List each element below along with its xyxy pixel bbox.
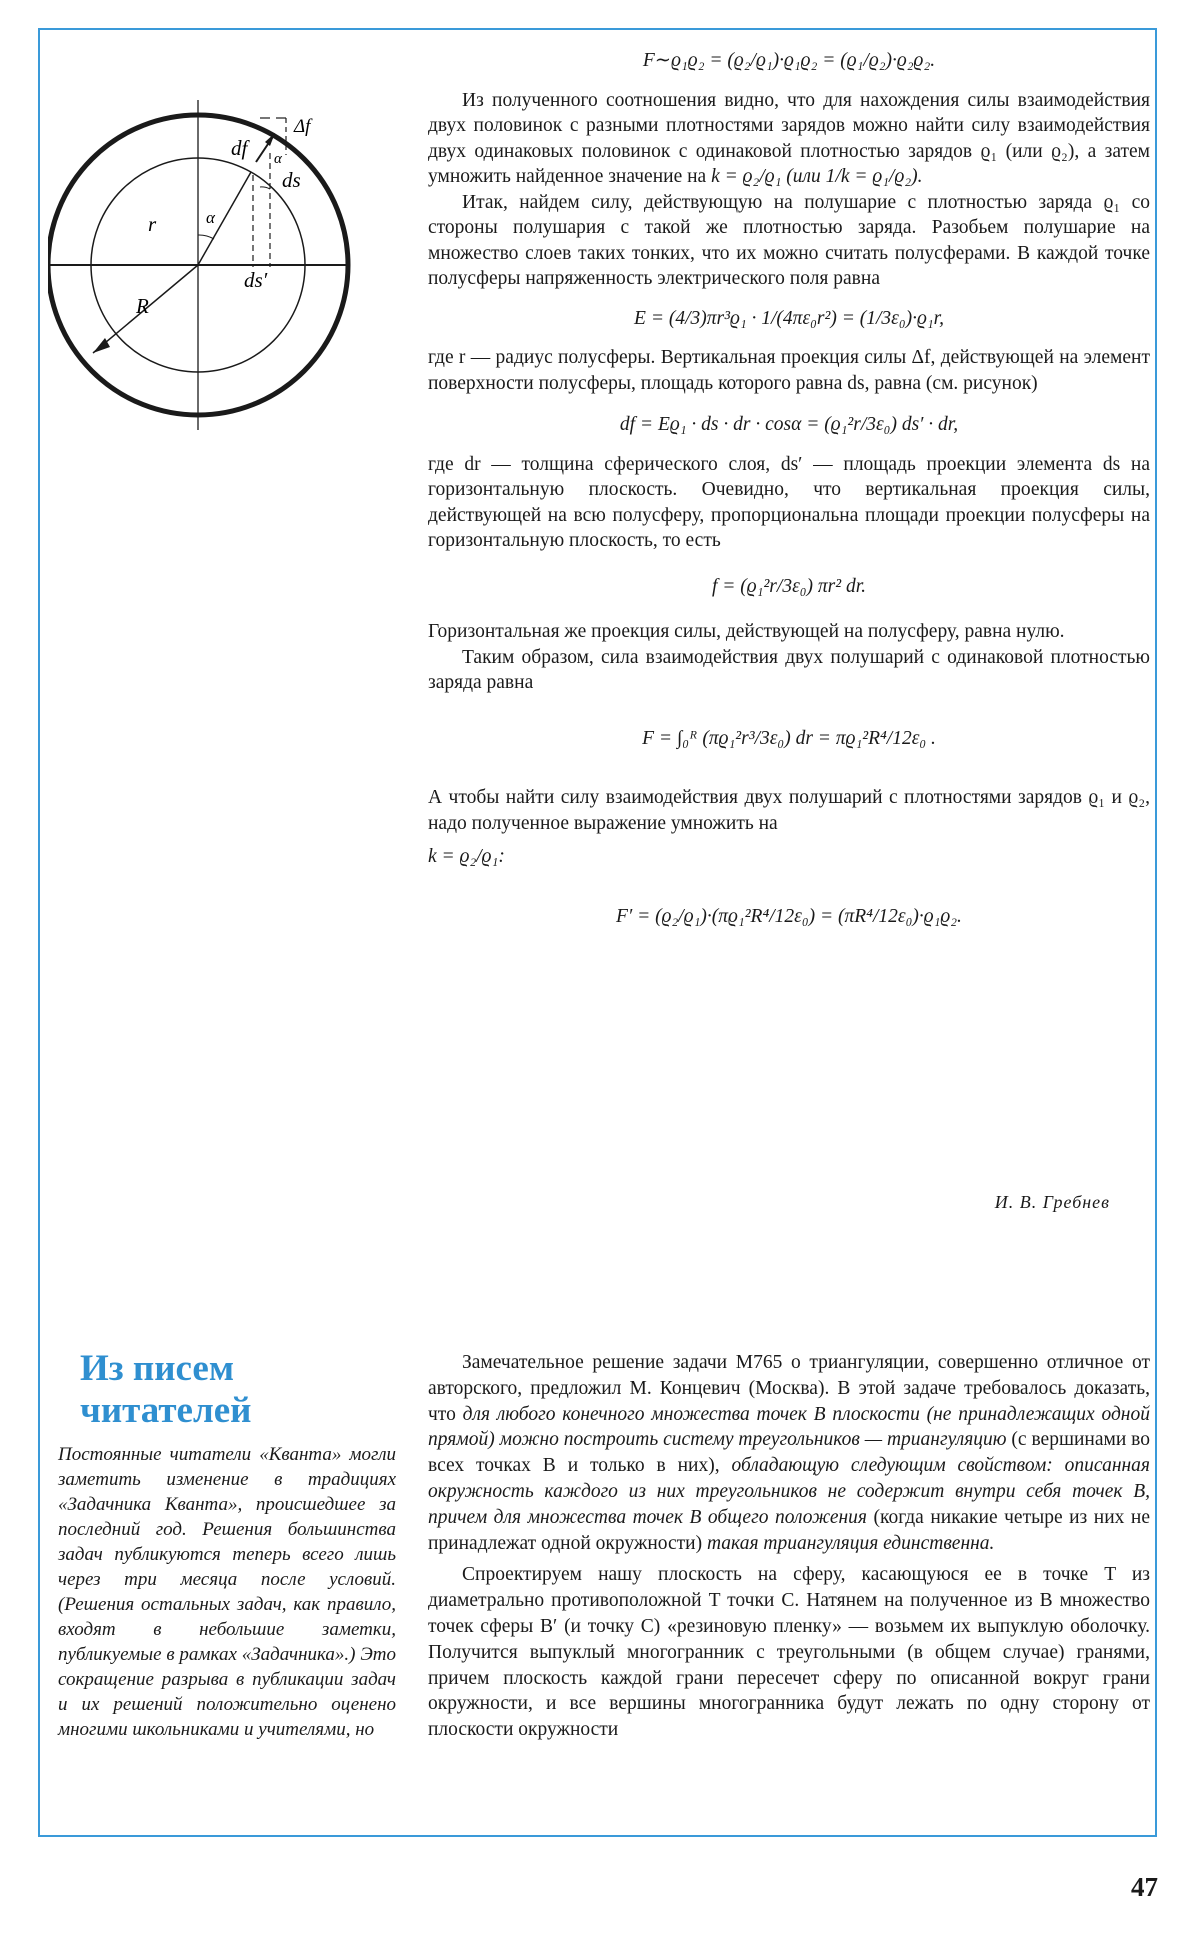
sidebar-title: Из писем читателей	[80, 1348, 252, 1431]
letter-text-b: для любого конечного множества точек B плоскости (не принадлежащих одной прямой) можно построить систему треугольников — триангуляцию	[428, 1403, 1150, 1451]
paragraph-6: Таким образом, сила взаимодействия двух полушарий с одинаковой плотностью заряда равна	[428, 646, 1150, 693]
sidebar-text: Постоянные читатели «Кванта» могли заметить изменение в традициях «Задачника Кванта», происшедшее за последний год. Решения большинства задач публикуются теперь всего лишь через три месяца после условий. (Решения остальных задач, как правило, входят в небольшие заметки, публикуемые в рамках «Задачника».) Это сокращение разрыва в публикации задач и их решений положительно оценено многими школьниками и учителями, но	[58, 1444, 396, 1740]
letter-text-d: обладающую следующим свойством: описанная окружность каждого из них треугольников не содержит внутри себя точек B, причем для множества точек B общего положения	[428, 1455, 1150, 1528]
formula-f: f = (ϱ₁²r/3ε₀) πr² dr.	[711, 575, 867, 597]
formula-E: E = (4/3)πr³ϱ₁ · 1/(4πε₀r²) = (1/3ε₀)·ϱ₁r,	[634, 307, 944, 329]
formula-k-def: k = ϱ₂/ϱ₁ (или 1/k = ϱ₁/ϱ₂).	[711, 166, 923, 187]
paragraph-3: где r — радиус полусферы. Вертикальная проекция силы Δf, действующей на элемент поверхности полусферы, площадь которого равна ds, равна (см. рисунок)	[428, 347, 1150, 394]
label-alpha-center: α	[206, 208, 215, 227]
letter-text-f: такая триангуляция единственна.	[706, 1532, 995, 1554]
paragraph-1	[428, 88, 1150, 190]
main-article	[428, 44, 1150, 929]
letter-text-a: Замечательное решение задачи М765 о триангуляции, совершенно отличное от авторского, предложил М. Концевич (Москва). В этой задаче требовалось доказать, что	[428, 1352, 1150, 1425]
formula-F-integral: F = ∫₀ᴿ (πϱ₁²r³/3ε₀) dr = πϱ₁²R⁴/12ε₀ .	[642, 727, 936, 749]
author-signature: И. В. Гребнев	[994, 1192, 1110, 1212]
page-number: 47	[1131, 1872, 1158, 1902]
formula-f-tilde: F∼ϱ₁ϱ₂ = (ϱ₂/ϱ₁)·ϱ₁ϱ₂ = (ϱ₁/ϱ₂)·ϱ₂ϱ₂.	[642, 50, 936, 71]
letter-text-e: (когда никакие четыре из них не принадлежат одной окружности)	[428, 1506, 1150, 1554]
label-ds-prime: ds′	[244, 268, 268, 292]
label-r: r	[148, 212, 157, 236]
paragraph-4: где dr — толщина сферического слоя, ds′ — площадь проекции элемента ds на горизонтальную плоскость. Очевидно, что вертикальная проекция силы, действующей на всю полусферу, пропорциональна площади проекции полусферы на горизонтальную плоскость, то есть	[428, 453, 1150, 551]
letter-article	[428, 1350, 1150, 1743]
label-R: R	[136, 294, 149, 318]
letter-paragraph-2: Спроектируем нашу плоскость на сферу, касающуюся ее в точке T из диаметрально противоположной T точки C. Натянем на полученное из B множество точек сферы B′ (и точку C) «резиновую пленку» — возьмем их выпуклую оболочку. Получится выпуклый многогранник с треугольными (в общем случае) гранями, причем плоскость каждой грани пересечет сферу по описанной вокруг грани окружности, и все вершины многогранника будут лежать по одну сторону от плоскости окружности	[428, 1564, 1150, 1741]
label-delta-f: Δf	[294, 116, 311, 137]
paragraph-2: Итак, найдем силу, действующую на полушарие с плотностью заряда ϱ₁ со стороны полушария с такой же плотностью заряда. Разобьем полушарие на множество слоев таких тонких, что их можно считать полусферами. В каждой точке полусферы напряженность электрического поля равна	[428, 191, 1150, 289]
formula-df: df = Eϱ₁ · ds · dr · cosα = (ϱ₁²r/3ε₀) ds′ · dr,	[619, 414, 959, 435]
formula-k-short: k = ϱ₂/ϱ₁:	[428, 846, 505, 867]
label-alpha-top: α	[274, 151, 282, 167]
formula-F-prime: F′ = (ϱ₂/ϱ₁)·(πϱ₁²R⁴/12ε₀) = (πR⁴/12ε₀)·ϱ₁ϱ₂.	[616, 905, 962, 927]
paragraph-5: Горизонтальная же проекция силы, действующей на полусферу, равна нулю.	[428, 621, 1065, 642]
letter-paragraph-1	[428, 1350, 1150, 1556]
paragraph-1-text: Из полученного соотношения видно, что для нахождения силы взаимодействия двух половинок с разными плотностями зарядов можно найти силу взаимодействия двух одинаковых половинок с одинаковой плотностью зарядов ϱ₁ (или ϱ₂), а затем умножить найденное значение на	[428, 89, 1150, 187]
letter-text-c: (с вершинами во всех точках B и только в них),	[428, 1429, 1150, 1477]
label-df: df	[231, 136, 248, 160]
paragraph-7: А чтобы найти силу взаимодействия двух полушарий с плотностями зарядов ϱ₁ и ϱ₂, надо полученное выражение умножить на	[428, 787, 1150, 834]
sphere-diagram	[48, 95, 398, 435]
label-ds: ds	[282, 168, 301, 192]
